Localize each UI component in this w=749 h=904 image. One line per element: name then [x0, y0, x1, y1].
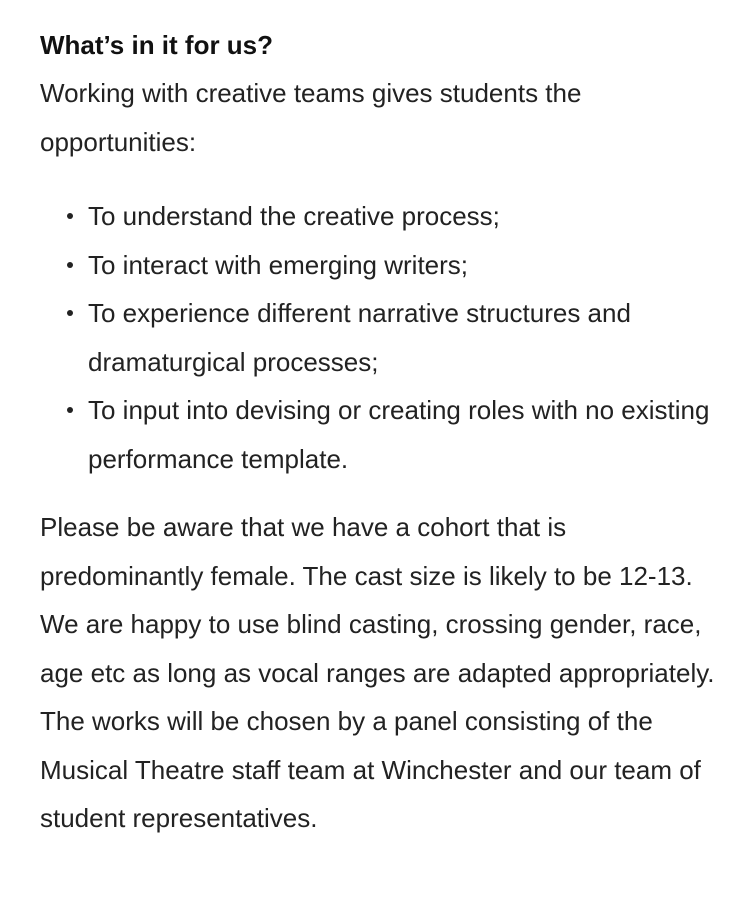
cohort-paragraph: Please be aware that we have a cohort that is predominantly female. The cast size is likely to be 12-13. We are happy to use blind casting, crossing gender, race, age etc as long as vocal ranges are adapted appropriately. [40, 512, 715, 688]
bullet-icon [67, 310, 73, 316]
section-heading: What’s in it for us? [40, 30, 274, 60]
list-item-text: To input into devising or creating roles with no existing performance template. [88, 395, 710, 474]
intro-paragraph: Working with creative teams gives students the opportunities: [40, 78, 582, 157]
opportunities-list [40, 192, 731, 483]
bullet-icon [67, 213, 73, 219]
list-item-text: To interact with emerging writers; [88, 249, 469, 280]
bullet-icon [67, 407, 73, 413]
list-item [40, 192, 731, 241]
bullet-icon [67, 262, 73, 268]
list-item [40, 386, 731, 483]
list-item [40, 241, 731, 290]
list-item-text: To understand the creative process; [88, 201, 500, 231]
selection-paragraph: The works will be chosen by a panel consisting of the Musical Theatre staff team at Winchester and our team of student representatives. [40, 706, 701, 833]
list-item [40, 289, 731, 386]
list-item-text: To experience different narrative structures and dramaturgical processes; [88, 298, 631, 377]
